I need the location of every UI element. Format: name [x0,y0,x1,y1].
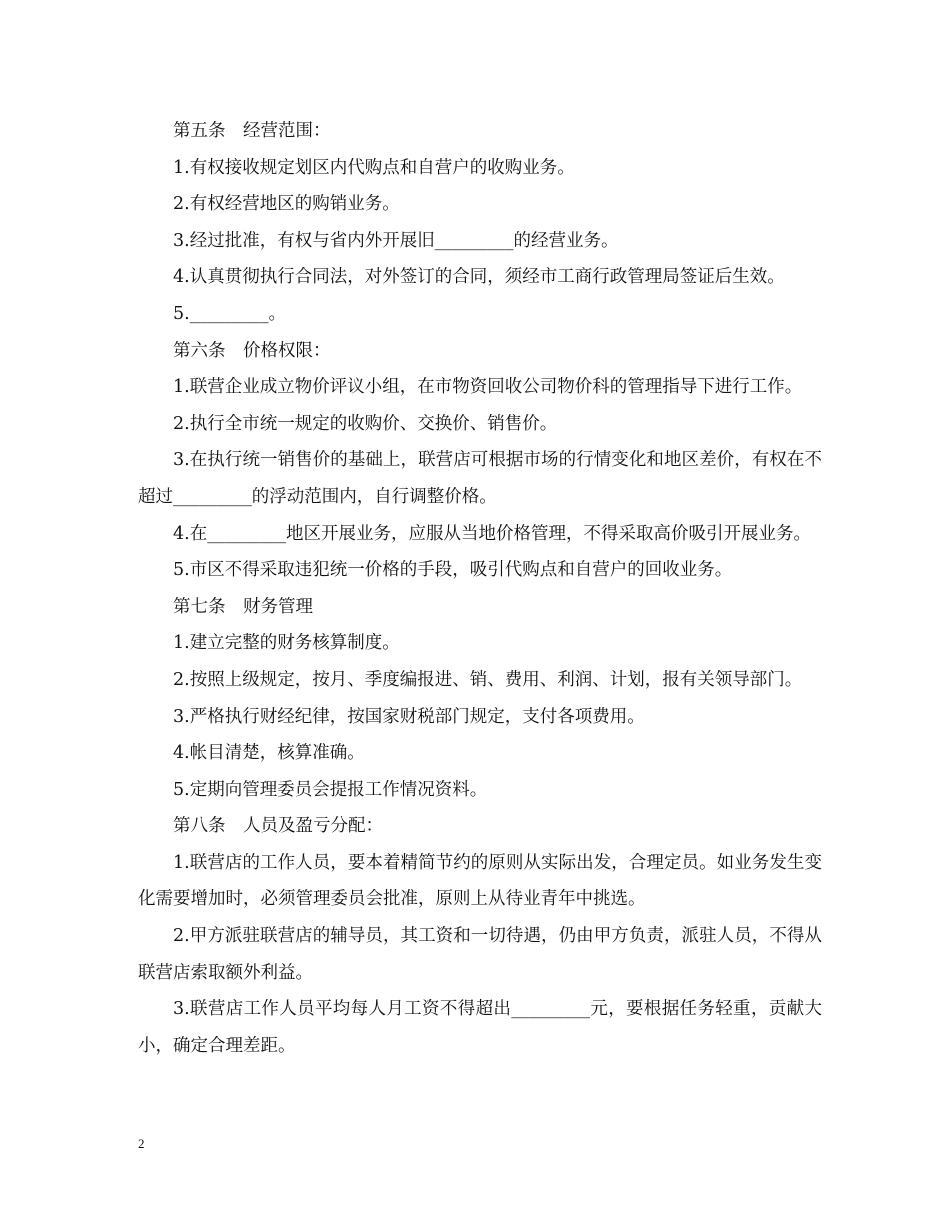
article-7-heading: 第七条 财务管理 [173,596,313,617]
document-body [138,113,822,1064]
article-6-heading: 第六条 价格权限： [173,340,331,361]
article-6-item-1: 1.联营企业成立物价评议小组，在市物资回收公司物价科的管理指导下进行工作。 [173,377,803,398]
article-6-item-5: 5.市区不得采取违犯统一价格的手段，吸引代购点和自营户的回收业务。 [173,560,733,581]
article-5-heading: 第五条 经营范围： [173,121,331,141]
article-8-item-3: 3.联营店工作人员平均每人月工资不得超出_________元，要根据任务轻重，贡献大小，确定合理差距。 [138,999,822,1056]
article-5-item-1: 1.有权接收规定划区内代购点和自营户的收购业务。 [173,157,575,178]
article-7-item-4: 4.帐目清楚，核算准确。 [173,743,365,764]
article-6-item-2: 2.执行全市统一规定的收购价、交换价、销售价。 [173,413,558,434]
article-7-item-2: 2.按照上级规定，按月、季度编报进、销、费用、利润、计划，报有关领导部门。 [173,669,803,690]
article-5-item-3: 3.经过批准，有权与省内外开展旧_________的经营业务。 [173,230,619,251]
article-6-item-4: 4.在_________地区开展业务，应服从当地价格管理，不得采取高价吸引开展业务。 [173,523,811,544]
article-7-item-3: 3.严格执行财经纪律，按国家财税部门规定，支付各项费用。 [173,706,645,727]
article-7-item-1: 1.建立完整的财务核算制度。 [173,633,400,654]
article-8-heading: 第八条 人员及盈亏分配： [173,816,383,837]
article-8-item-1: 1.联营店的工作人员，要本着精简节约的原则从实际出发，合理定员。如业务发生变化需要增加时，必须管理委员会批准，原则上从待业青年中挑选。 [138,852,822,910]
article-6-item-3: 3.在执行统一销售价的基础上，联营店可根据市场的行情变化和地区差价，有权在不超过_________的浮动范围内，自行调整价格。 [138,450,822,507]
page-number: 2 [138,1136,145,1151]
article-5-item-5: 5._________。 [173,303,286,324]
article-7-item-5: 5.定期向管理委员会提报工作情况资料。 [173,779,488,800]
article-8-item-2: 2.甲方派驻联营店的辅导员，其工资和一切待遇，仍由甲方负责，派驻人员，不得从联营店索取额外利益。 [138,926,822,983]
article-5-item-2: 2.有权经营地区的购销业务。 [173,194,400,215]
article-5-item-4: 4.认真贯彻执行合同法，对外签订的合同，须经市工商行政管理局签证后生效。 [173,267,785,288]
